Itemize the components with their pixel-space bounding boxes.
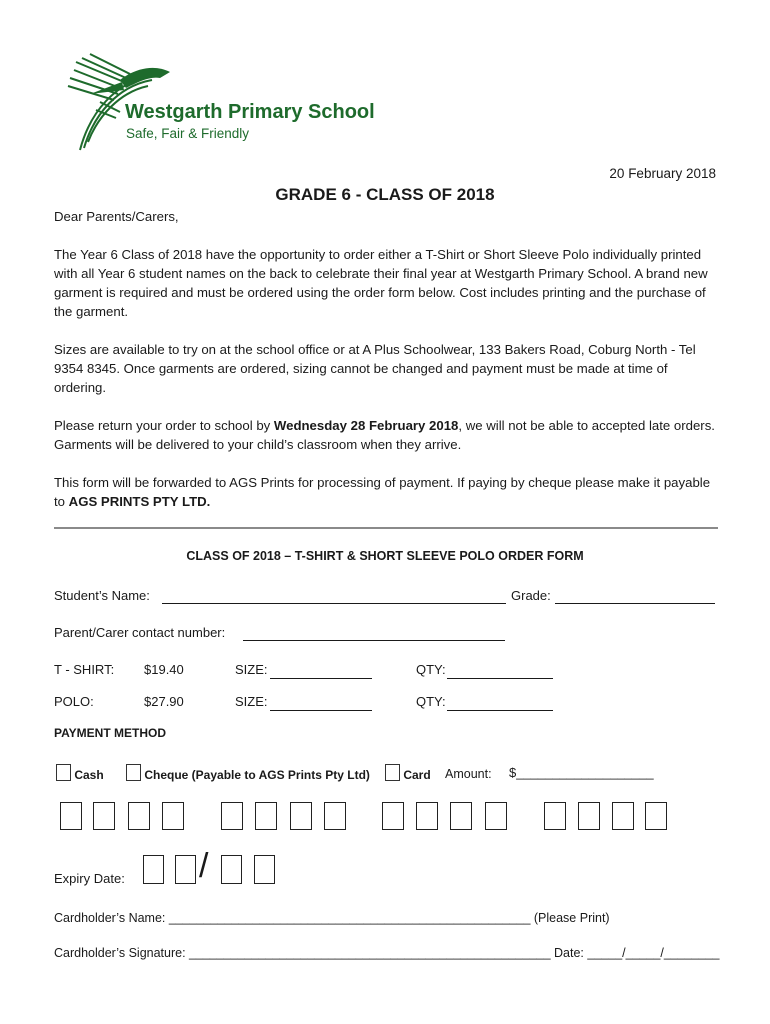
card-checkbox[interactable] [385,764,400,781]
expiry-date-label: Expiry Date: [54,871,125,886]
card-number-box[interactable] [612,802,634,830]
cardholder-name-field[interactable]: ____________________________________________________ [168,911,531,925]
card-number-box[interactable] [645,802,667,830]
expiry-month-box[interactable] [175,855,196,884]
please-print-note: (Please Print) [533,911,610,925]
polo-size-field[interactable] [270,696,372,711]
polo-qty-field[interactable] [447,696,553,711]
cash-label: Cash [74,768,104,782]
signature-row [54,946,720,960]
school-name: Westgarth Primary School [125,101,375,123]
cheque-checkbox[interactable] [126,764,141,781]
card-number-box[interactable] [485,802,507,830]
student-name-field[interactable] [162,589,506,604]
page-title: GRADE 6 - CLASS OF 2018 [275,185,495,204]
section-divider [54,527,718,529]
expiry-separator: / [199,847,209,885]
grade-field[interactable] [555,589,715,604]
tshirt-qty-field[interactable] [447,664,553,679]
card-label: Card [403,768,431,782]
date-field[interactable]: _____/_____/________ [587,946,720,960]
payee-name: AGS PRINTS PTY LTD. [68,494,211,509]
contact-number-field[interactable] [243,626,505,641]
card-number-box[interactable] [324,802,346,830]
tshirt-qty-label: QTY: [416,662,446,677]
cash-checkbox[interactable] [56,764,71,781]
date-label: Date: [554,946,584,960]
expiry-year-box[interactable] [254,855,275,884]
signature-field[interactable]: ____________________________________________________ [189,946,551,960]
card-number-box[interactable] [162,802,184,830]
paragraph-deadline: Please return your order to school by Wednesday 28 February 2018, we will not be able to accepted late orders. Garments will be delivered to your child’s classroom when they arrive. [54,418,715,452]
tshirt-size-field[interactable] [270,664,372,679]
payment-method-heading: PAYMENT METHOD [54,726,167,740]
card-number-box[interactable] [578,802,600,830]
tshirt-price: $19.40 [144,662,184,677]
payment-option-card[interactable] [385,764,431,782]
signature-label: Cardholder’s Signature: [54,946,186,960]
card-number-box[interactable] [221,802,243,830]
payment-option-cheque[interactable] [126,764,370,782]
card-number-box[interactable] [93,802,115,830]
deadline-date: Wednesday 28 February 2018 [273,418,459,433]
amount-field[interactable]: $___________________ [509,765,654,780]
card-number-box[interactable] [544,802,566,830]
order-form-title: CLASS OF 2018 – T-SHIRT & SHORT SLEEVE POLO ORDER FORM [186,549,584,563]
polo-price: $27.90 [144,694,184,709]
cardholder-name-label: Cardholder’s Name: [54,911,166,925]
payment-option-cash[interactable] [56,764,104,782]
school-motto: Safe, Fair & Friendly [126,126,250,141]
student-name-label: Student’s Name: [54,588,150,603]
card-number-box[interactable] [450,802,472,830]
student-name-row [54,588,150,603]
card-number-box[interactable] [128,802,150,830]
tshirt-label: T - SHIRT: [54,662,115,677]
amount-label: Amount: [445,767,492,781]
card-number-box[interactable] [290,802,312,830]
card-number-box[interactable] [255,802,277,830]
letter-date: 20 February 2018 [609,166,716,181]
paragraph-offer: The Year 6 Class of 2018 have the opportunity to order either a T-Shirt or Short Sleeve Polo individually printed with all Year 6 student names on the back to celebrate their final year at Westgarth Primary School. A brand new garment is required and must be ordered using the order form below. Cost includes printing and the purchase of the garment. [54,247,708,319]
polo-qty-label: QTY: [416,694,446,709]
cardholder-name-row [54,911,610,925]
grade-label: Grade: [511,588,551,603]
expiry-month-box[interactable] [143,855,164,884]
polo-size-label: SIZE: [235,694,268,709]
paragraph-sizes: Sizes are available to try on at the school office or at A Plus Schoolwear, 133 Bakers Road, Coburg North - Tel 9354 8345. Once garments are ordered, sizing cannot be changed and payment must be made at time of ordering. [54,342,696,395]
expiry-year-box[interactable] [221,855,242,884]
cheque-label: Cheque (Payable to AGS Prints Pty Ltd) [144,768,370,782]
tshirt-size-label: SIZE: [235,662,268,677]
card-number-box[interactable] [60,802,82,830]
polo-label: POLO: [54,694,94,709]
card-number-box[interactable] [416,802,438,830]
contact-number-label: Parent/Carer contact number: [54,625,226,640]
greeting: Dear Parents/Carers, [54,209,179,224]
paragraph-payment-info: This form will be forwarded to AGS Prints for processing of payment. If paying by cheque please make it payable to AGS PRINTS PTY LTD. [54,475,711,509]
card-number-box[interactable] [382,802,404,830]
